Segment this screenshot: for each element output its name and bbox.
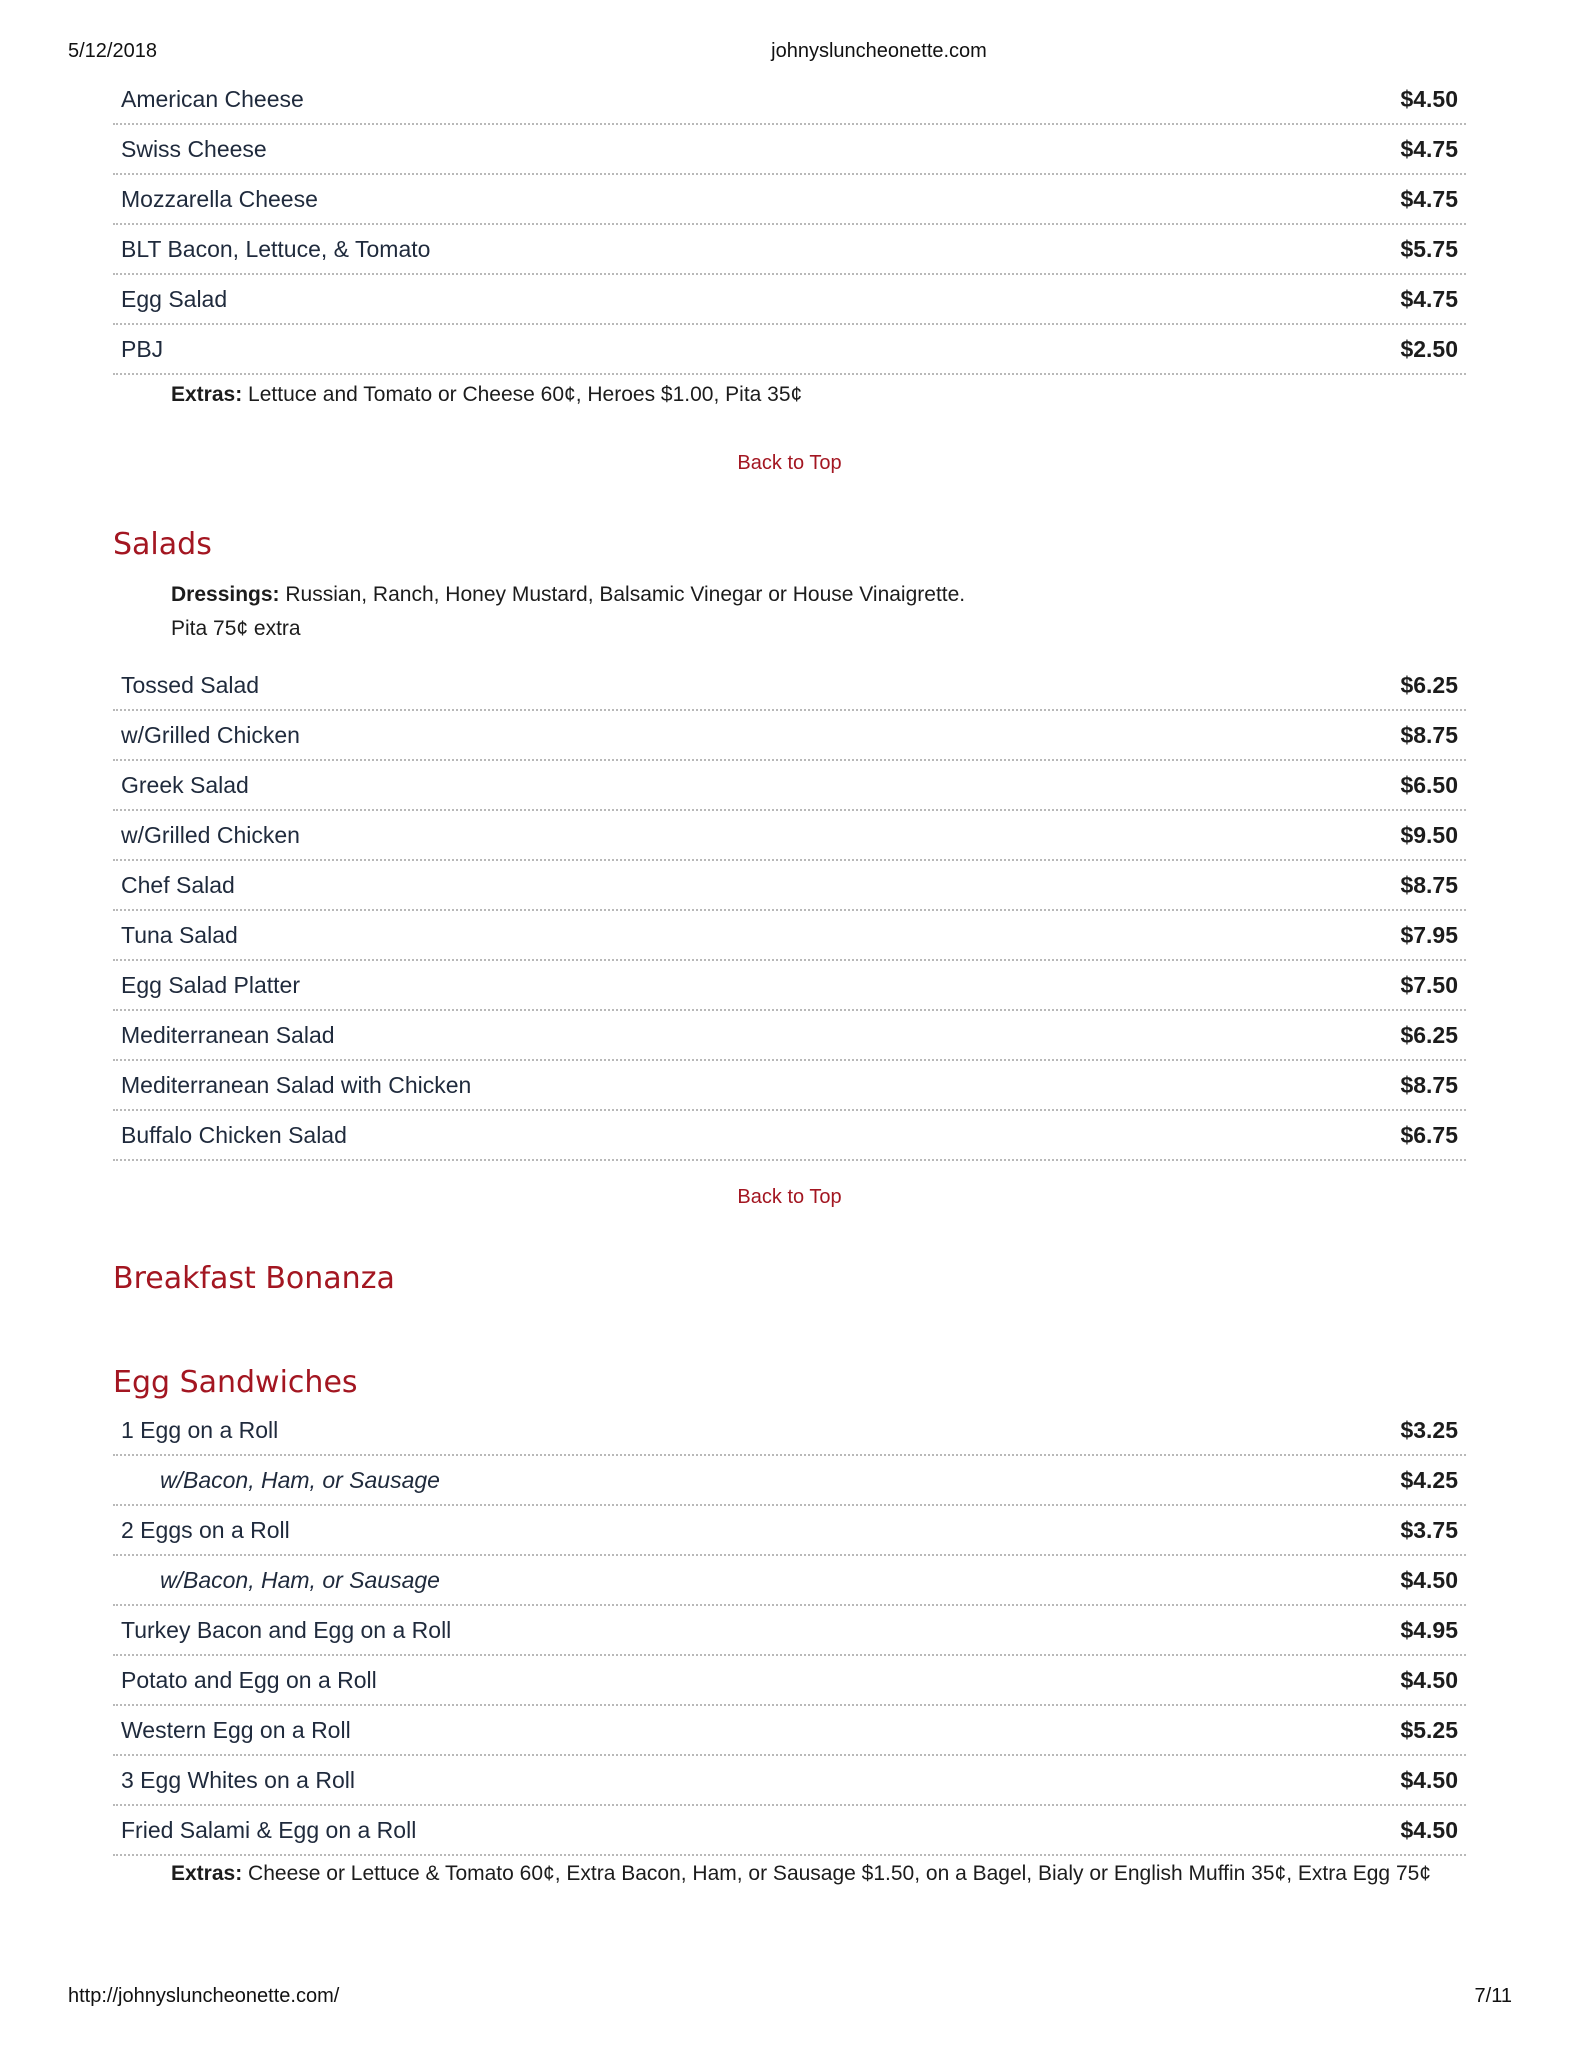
item-name: Mediterranean Salad <box>121 1021 335 1048</box>
menu-item-variant <box>113 1556 1466 1606</box>
item-price: $4.50 <box>1400 85 1458 112</box>
item-price: $3.75 <box>1400 1516 1458 1543</box>
item-name: Fried Salami & Egg on a Roll <box>121 1816 417 1843</box>
item-name: BLT Bacon, Lettuce, & Tomato <box>121 235 431 262</box>
item-name: w/Grilled Chicken <box>121 721 300 748</box>
pita-note: Pita 75¢ extra <box>171 617 301 640</box>
menu-item <box>113 811 1466 861</box>
section-title-breakfast: Breakfast Bonanza <box>113 1261 395 1296</box>
menu-item <box>113 961 1466 1011</box>
item-name: 3 Egg Whites on a Roll <box>121 1766 355 1793</box>
menu-item <box>113 1111 1466 1161</box>
item-price: $6.75 <box>1400 1121 1458 1148</box>
print-date: 5/12/2018 <box>68 40 157 62</box>
item-name: 1 Egg on a Roll <box>121 1416 279 1443</box>
item-price: $4.50 <box>1400 1566 1458 1593</box>
page-number: 7/11 <box>1474 1985 1512 2007</box>
menu-item <box>113 1061 1466 1111</box>
item-name: Mozzarella Cheese <box>121 185 318 212</box>
item-name: 2 Eggs on a Roll <box>121 1516 290 1543</box>
menu-item <box>113 1406 1466 1456</box>
item-name: Egg Salad <box>121 285 228 312</box>
menu-item <box>113 911 1466 961</box>
item-name: Tossed Salad <box>121 671 260 698</box>
item-price: $5.75 <box>1400 235 1458 262</box>
menu-item <box>113 325 1466 375</box>
extras-text: Lettuce and Tomato or Cheese 60¢, Heroes $1.00, Pita 35¢ <box>248 383 803 406</box>
back-to-top-link[interactable]: Back to Top <box>737 1186 842 1208</box>
menu-item <box>113 1011 1466 1061</box>
print-url: http://johnysluncheonette.com/ <box>68 1985 340 2007</box>
back-to-top-link[interactable]: Back to Top <box>737 452 842 474</box>
item-price: $5.25 <box>1400 1716 1458 1743</box>
extras-text: Cheese or Lettuce & Tomato 60¢, Extra Bacon, Ham, or Sausage $1.50, on a Bagel, Bialy or English Muffin 35¢, Extra Egg 75¢ <box>248 1862 1431 1885</box>
print-site-name: johnysluncheonette.com <box>771 40 987 62</box>
item-price: $2.50 <box>1400 335 1458 362</box>
item-name: Swiss Cheese <box>121 135 267 162</box>
extras-label: Extras: <box>171 1862 243 1885</box>
menu-item <box>113 75 1466 125</box>
menu-item <box>113 1656 1466 1706</box>
item-name: Tuna Salad <box>121 921 238 948</box>
section-title-salads: Salads <box>113 527 212 562</box>
item-price: $7.95 <box>1400 921 1458 948</box>
item-name: Western Egg on a Roll <box>121 1716 351 1743</box>
item-name: w/Bacon, Ham, or Sausage <box>160 1466 440 1493</box>
item-price: $8.75 <box>1400 871 1458 898</box>
item-name: Mediterranean Salad with Chicken <box>121 1071 472 1098</box>
dressings-text: Russian, Ranch, Honey Mustard, Balsamic Vinegar or House Vinaigrette. <box>285 583 966 606</box>
item-name: Egg Salad Platter <box>121 971 301 998</box>
item-name: PBJ <box>121 335 164 362</box>
item-price: $4.50 <box>1400 1766 1458 1793</box>
item-name: Buffalo Chicken Salad <box>121 1121 347 1148</box>
menu-item <box>113 1606 1466 1656</box>
menu-item-variant <box>113 1456 1466 1506</box>
item-name: American Cheese <box>121 85 304 112</box>
menu-item <box>113 1706 1466 1756</box>
sandwich-extras-note <box>113 378 1466 412</box>
salad-list <box>113 661 1466 1161</box>
egg-extras-note <box>113 1857 1466 1891</box>
menu-item <box>113 125 1466 175</box>
extras-label: Extras: <box>171 383 243 406</box>
menu-item <box>113 225 1466 275</box>
item-price: $6.25 <box>1400 671 1458 698</box>
menu-item <box>113 711 1466 761</box>
menu-item <box>113 761 1466 811</box>
egg-sandwich-list <box>113 1406 1466 1856</box>
menu-item <box>113 861 1466 911</box>
item-price: $4.50 <box>1400 1816 1458 1843</box>
item-price: $8.75 <box>1400 1071 1458 1098</box>
item-price: $4.95 <box>1400 1616 1458 1643</box>
item-price: $4.75 <box>1400 135 1458 162</box>
menu-item <box>113 1806 1466 1856</box>
item-price: $8.75 <box>1400 721 1458 748</box>
item-price: $9.50 <box>1400 821 1458 848</box>
menu-item <box>113 1756 1466 1806</box>
dressings-note <box>113 578 1466 612</box>
item-price: $4.75 <box>1400 185 1458 212</box>
item-price: $6.50 <box>1400 771 1458 798</box>
item-price: $4.75 <box>1400 285 1458 312</box>
menu-item <box>113 175 1466 225</box>
item-name: Greek Salad <box>121 771 249 798</box>
menu-item <box>113 275 1466 325</box>
item-name: w/Bacon, Ham, or Sausage <box>160 1566 440 1593</box>
item-name: Turkey Bacon and Egg on a Roll <box>121 1616 452 1643</box>
menu-content <box>113 75 1466 1891</box>
menu-item <box>113 661 1466 711</box>
item-price: $3.25 <box>1400 1416 1458 1443</box>
item-price: $6.25 <box>1400 1021 1458 1048</box>
item-name: Chef Salad <box>121 871 235 898</box>
dressings-label: Dressings: <box>171 583 280 606</box>
item-price: $7.50 <box>1400 971 1458 998</box>
item-name: w/Grilled Chicken <box>121 821 300 848</box>
section-title-egg-sandwiches: Egg Sandwiches <box>113 1365 358 1400</box>
item-name: Potato and Egg on a Roll <box>121 1666 377 1693</box>
menu-item <box>113 1506 1466 1556</box>
item-price: $4.50 <box>1400 1666 1458 1693</box>
sandwich-list <box>113 75 1466 375</box>
item-price: $4.25 <box>1400 1466 1458 1493</box>
